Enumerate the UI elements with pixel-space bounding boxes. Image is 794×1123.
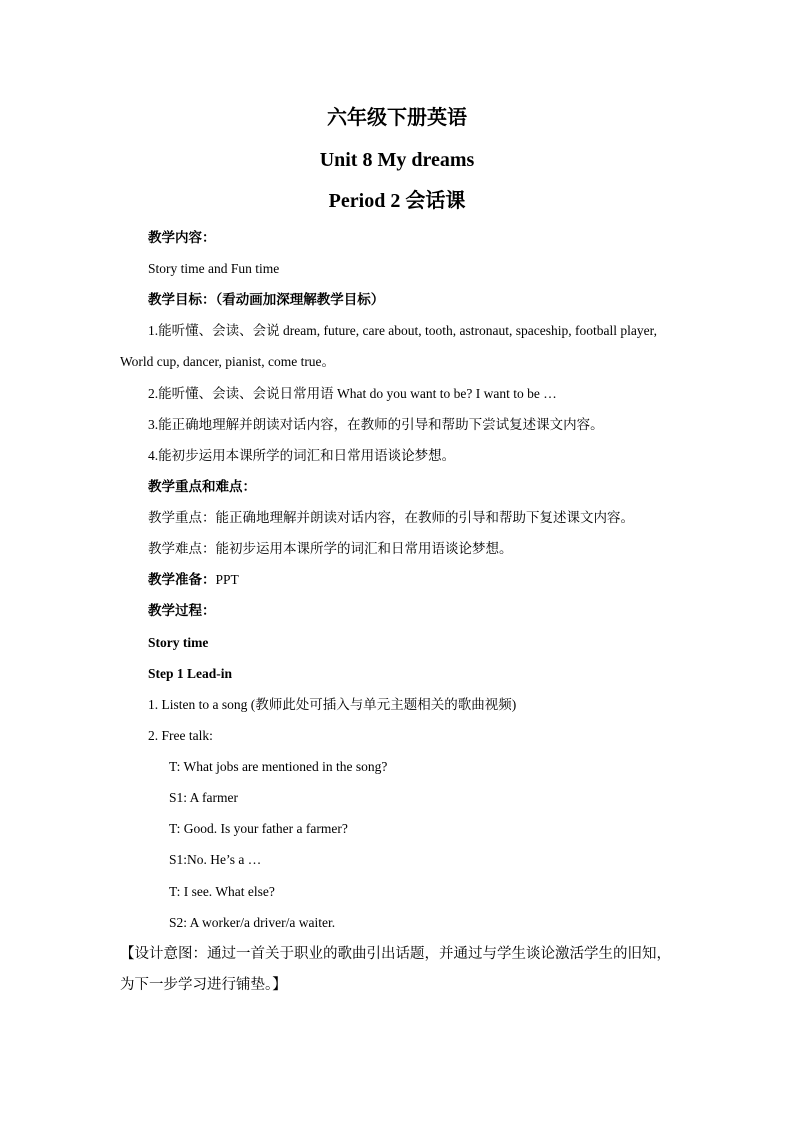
dialogue-line: T: I see. What else? [169,884,275,899]
preparation-line [148,571,239,589]
difficult-point-text: 能初步运用本课所学的词汇和日常用语谈论梦想。 [215,541,513,556]
key-points-heading: 教学重点和难点： [148,479,256,494]
process-item-1: 1. Listen to a song (教师此处可插入与单元主题相关的歌曲视频) [148,697,517,712]
story-time-heading: Story time [148,635,209,650]
objective-4: 4.能初步运用本课所学的词汇和日常用语谈论梦想。 [148,448,456,463]
dialogue-line: S2: A worker/a driver/a waiter. [169,915,336,930]
preparation-label: 教学准备： [148,572,216,587]
design-intent-line-1: 【设计意图：通过一首关于职业的歌曲引出话题，并通过与学生谈论激活学生的旧知， [120,946,671,962]
objectives-heading: 教学目标：（看动画加深理解教学目标） [148,292,385,307]
dialogue-line: T: Good. Is your father a farmer? [169,821,348,836]
document-title: 六年级下册英语 [327,107,467,129]
dialogue-line: T: What jobs are mentioned in the song? [169,759,388,774]
dialogue-line: S1:No. He’s a … [169,852,262,867]
design-intent-line-2: 为下一步学习进行铺垫。】 [120,977,287,993]
process-heading: 教学过程： [148,603,216,618]
preparation-value: PPT [215,572,239,587]
content-heading: 教学内容： [148,230,216,245]
objective-3: 3.能正确地理解并朗读对话内容，在教师的引导和帮助下尝试复述课文内容。 [148,417,604,432]
objective-2: 2.能听懂、会读、会说日常用语 What do you want to be? I want to be … [148,386,557,401]
difficult-point-label: 教学难点： [148,541,216,556]
process-item-2: 2. Free talk: [148,728,213,743]
key-point-text: 能正确地理解并朗读对话内容，在教师的引导和帮助下复述课文内容。 [215,510,634,525]
unit-title: Unit 8 My dreams [319,149,475,171]
objective-1-line-2: World cup, dancer, pianist, come true。 [120,354,336,369]
content-text: Story time and Fun time [148,261,280,276]
key-point-label: 教学重点： [148,510,216,525]
dialogue-line: S1: A farmer [169,790,238,805]
key-point-line [148,509,634,527]
objective-1-line-1: 1.能听懂、会读、会说 dream, future, care about, tooth, astronaut, spaceship, football player, [148,323,657,338]
difficult-point-line [148,540,513,558]
step-1-heading: Step 1 Lead-in [148,666,233,681]
period-title: Period 2 会话课 [328,190,466,212]
